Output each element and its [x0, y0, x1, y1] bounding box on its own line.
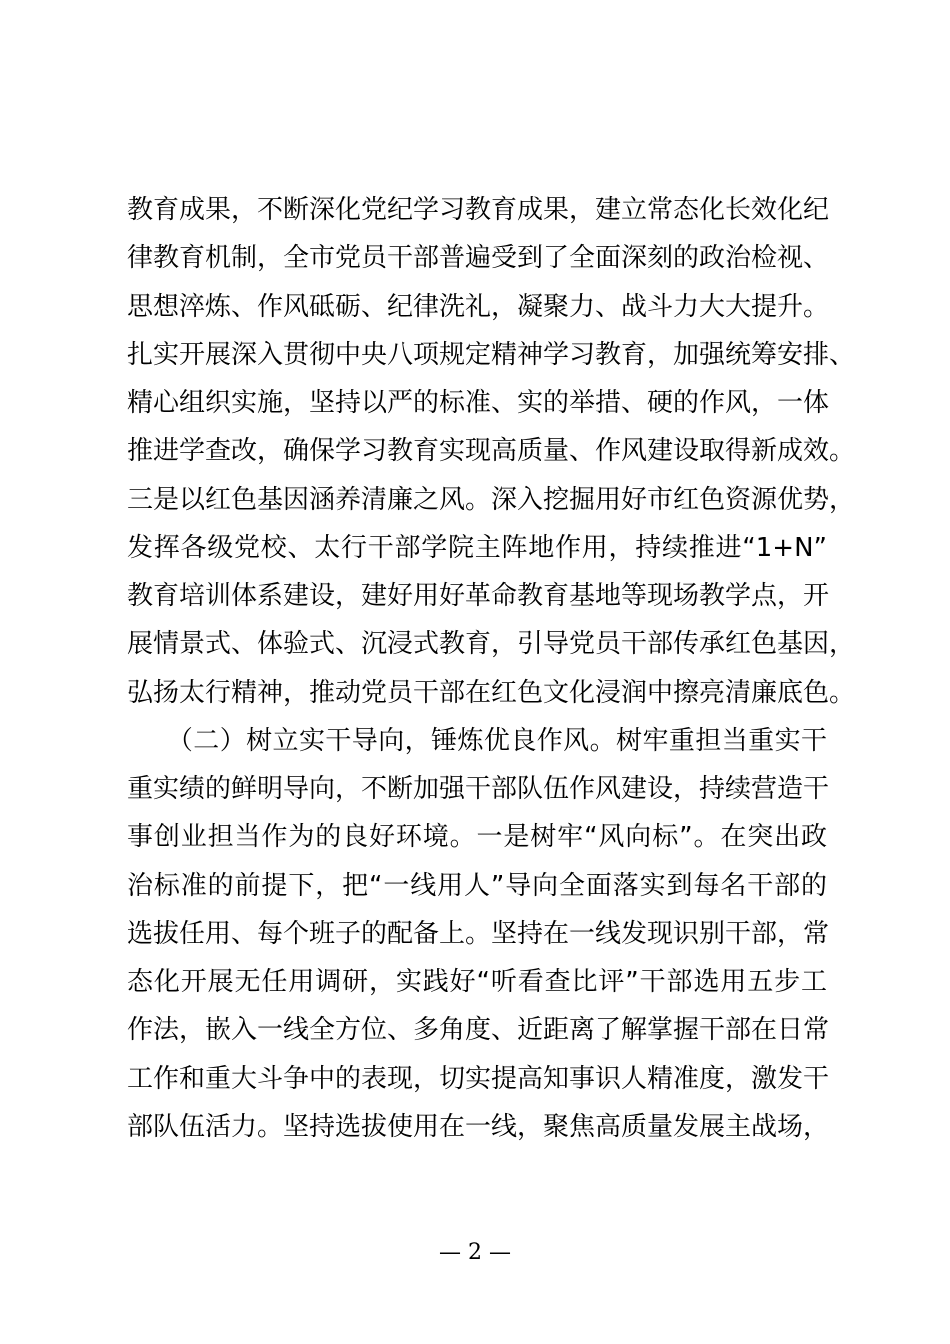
- text-line: 发挥各级党校、太行干部学院主阵地作用，持续推进“1+N”: [127, 532, 827, 563]
- text-line: 事创业担当作为的良好环境。一是树牢“风向标”。在突出政: [127, 822, 827, 853]
- text-line: 推进学查改，确保学习教育实现高质量、作风建设取得新成效。: [127, 436, 856, 467]
- text-line: 作法，嵌入一线全方位、多角度、近距离了解掌握干部在日常: [127, 1015, 830, 1046]
- text-line: 教育培训体系建设，建好用好革命教育基地等现场教学点，开: [127, 581, 830, 611]
- text-line: 展情景式、体验式、沉浸式教育，引导党员干部传承红色基因，: [127, 629, 856, 660]
- text-line: 工作和重大斗争中的表现，切实提高知事识人精准度，激发干: [127, 1063, 830, 1094]
- text-line: 重实绩的鲜明导向，不断加强干部队伍作风建设，持续营造干: [127, 774, 830, 804]
- text-line: 扎实开展深入贯彻中央八项规定精神学习教育，加强统筹安排、: [127, 339, 856, 370]
- text-line: 选拔任用、每个班子的配备上。坚持在一线发现识别干部，常: [127, 918, 830, 949]
- text-line: 三是以红色基因涵养清廉之风。深入挖掘用好市红色资源优势，: [127, 484, 856, 515]
- text-line: 治标准的前提下，把“一线用人”导向全面落实到每名干部的: [127, 870, 827, 901]
- text-line: 部队伍活力。坚持选拔使用在一线，聚焦高质量发展主战场，: [127, 1111, 830, 1142]
- text-line: 态化开展无任用调研，实践好“听看查比评”干部选用五步工: [127, 967, 827, 997]
- text-line: 律教育机制，全市党员干部普遍受到了全面深刻的政治检视、: [127, 243, 830, 274]
- text-line: 思想淬炼、作风砥砺、纪律洗礼，凝聚力、战斗力大大提升。: [127, 291, 830, 322]
- page-number: — 2 —: [439, 1240, 511, 1265]
- body-text: [127, 186, 856, 1151]
- section-heading-line: （二）树立实干导向，锤炼优良作风。树牢重担当重实干: [127, 725, 827, 756]
- text-line: 精心组织实施，坚持以严的标准、实的举措、硬的作风，一体: [127, 388, 830, 418]
- text-line: 弘扬太行精神，推动党员干部在红色文化浸润中擦亮清廉底色。: [127, 677, 856, 708]
- text-line: 教育成果，不断深化党纪学习教育成果，建立常态化长效化纪: [127, 195, 830, 225]
